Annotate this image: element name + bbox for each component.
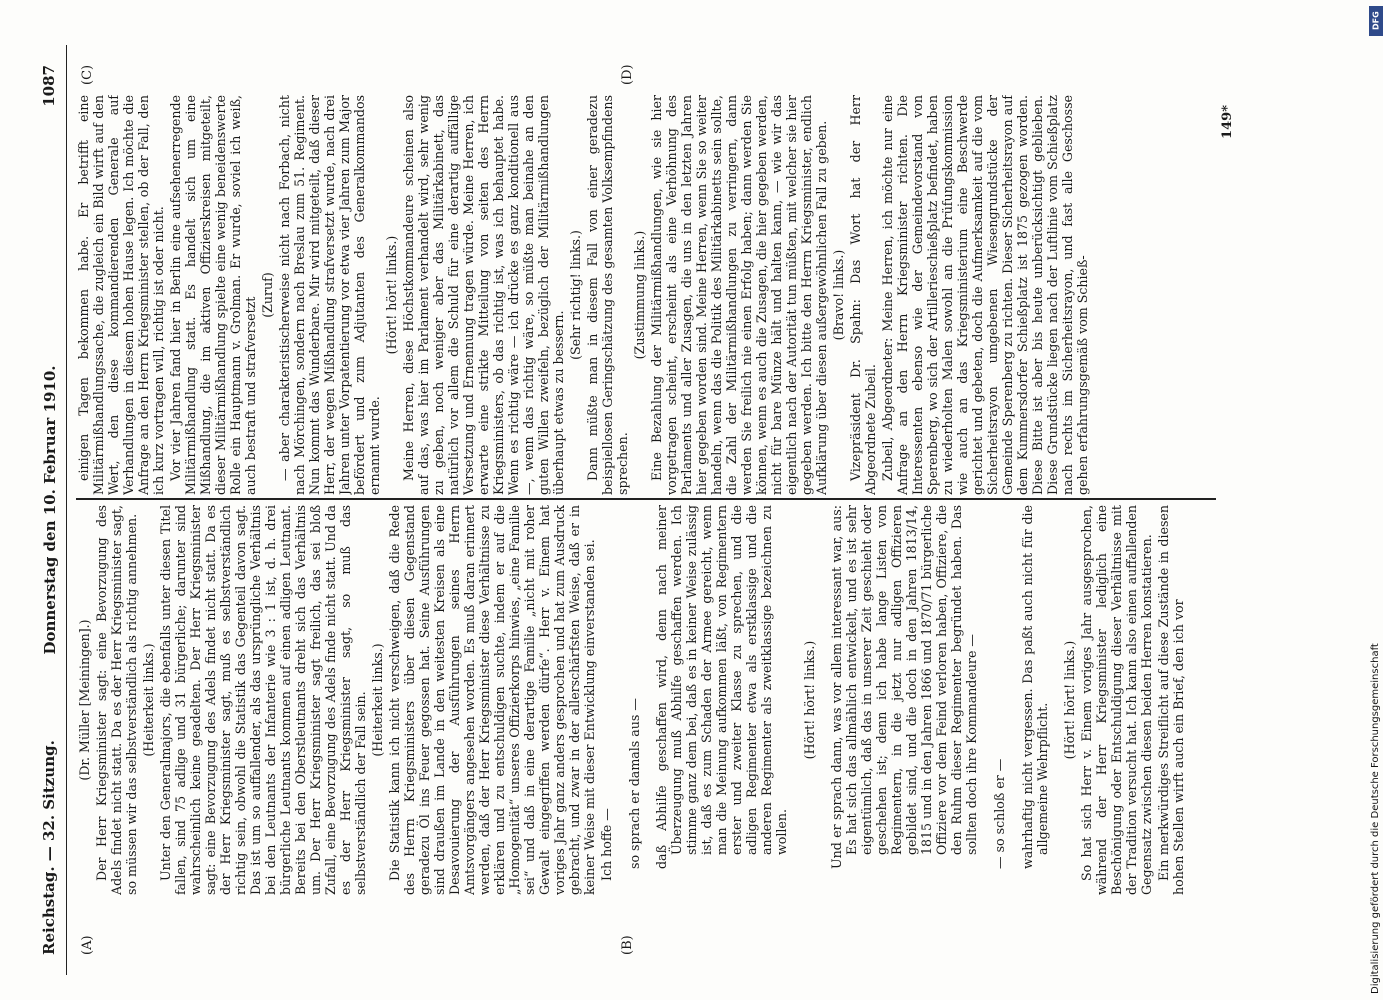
- right-column-paragraph: (Zustimmung links.): [632, 230, 647, 360]
- right-column-paragraph: Zubeil, Abgeordneter: Meine Herren, ich möchte nur eine Anfrage an den Herrn Kriegsminister richten. Die Interessenten ebenso wie der Gemeindevorstand von Sperenberg, wo sich der Artillerieschießplatz befindet, haben zu wiederholten Malen sowohl an die Prüfungskommission wie auch an das Kriegsministerium eine Beschwerde gerichtet und gebeten, doch die Aufmerksamkeit auf die vom Sicherheitsrayon umgebenen Wiesengrundstücke der Gemeinde Sperenberg zu richten. Dieser Sicherheitsrayon auf dem Kummersdorfer Schießplatz ist 1875 gezogen worden. Diese Bitte ist aber bis heute unberücksichtigt geblieben. Diese Grundstücke liegen nach der Luftlinie vom Schießplatz nach rechts im Sicherheitsrayon, und fast alle Geschosse gehen erfahrungsgemäß vom Schieß-: [880, 95, 1090, 495]
- left-column-paragraph: Die Statistik kann ich nicht verschweigen, daß die Rede des Herrn Kriegsministers über diesen Gegenstand geradezu Öl ins Feuer gegossen hat. Seine Ausführungen sind draußen im Lande in den weitesten Kreisen als eine Desavouierung der Ausführungen seines Herrn Amtsvorgängers angesehen worden. Es muß daran erinnert werden, daß der Herr Kriegsminister diese Verhältnisse zu erklären und zu entschuldigen suchte, indem er auf die „Homogenität“ unseres Offizierkorps hinwies, „eine Familie sei“ und daß in eine derartige Familie „nicht mit roher Gewalt eingegriffen werden dürfe“. Herr v. Einem hat voriges Jahr ganz anders gesprochen und hat zum Ausdruck gebracht, und zwar in der allerschärfsten Weise, daß er in keiner Weise mit dieser Entwicklung einverstanden sei.: [387, 505, 597, 895]
- right-column-paragraph: (Sehr richtig! links.): [568, 230, 583, 360]
- left-column-paragraph: (Hört! hört! links.): [801, 640, 817, 760]
- left-column-paragraph: Der Herr Kriegsminister sagt: eine Bevorzugung des Adels findet nicht statt. Da es der Herr Kriegsminister sagt, so müssen wir das selbstverständlich als richtig annehmen.: [94, 505, 139, 895]
- margin-marker-b: (B): [620, 935, 635, 955]
- left-column-paragraph: (Hört! hört! links.): [1062, 640, 1078, 760]
- page-number: 1087: [40, 65, 58, 107]
- right-column-paragraph: Meine Herren, diese Höchstkommandeure scheinen also auf das, was hier im Parlament verhandelt wird, sehr wenig zu geben, noch weniger aber das Militärkabinett, das natürlich vor allem die Schuld für eine derartig auffällige Versetzung und Ernennung tragen würde. Meine Herren, ich erwarte eine strikte Mitteilung von seiten des Herrn Kriegsministers, ob das richtig ist, was ich behauptet habe. Wenn es richtig wäre — ich drücke es ganz konditionell aus —, wenn das richtig wäre, so müßte man beinahe an den guten Willen zweifeln, bezüglich der Militärmißhandlungen überhaupt etwas zu bessern.: [401, 95, 566, 495]
- sheet-signature: 149*: [1220, 105, 1235, 139]
- column-divider: [76, 499, 1216, 501]
- left-column-paragraph: — so schloß er —: [991, 758, 1007, 869]
- left-column: [76, 505, 1216, 895]
- left-column-paragraph: (Heiterkeit links.): [141, 643, 156, 757]
- right-column-paragraph: (Zuruf): [260, 272, 275, 318]
- left-column-paragraph: (Heiterkeit links.): [370, 643, 385, 757]
- header-date: Donnerstag den 10. Februar 1910.: [41, 365, 59, 655]
- right-column-paragraph: Eine Bezahlung der Militärmißhandlungen, wie sie hier vorgetragen scheint, erscheint als eine Verhöhnung des Parlaments und aller Zusagen, die uns in den letzten Jahren hier gegeben worden sind. Meine Herren, wenn Sie so weiter handeln, wenn das die Politik des Militärkabinetts sein sollte, die Zahl der Militärmißhandlungen zu verringern, dann werden Sie freilich nie einen Erfolg haben; dann werden Sie können, wenn es auch die Zusagen, die hier gegeben werden, nicht für bare Münze hält und halten kann, — wie wir das eigentlich nach der Autorität tun müßten, mit welcher sie hier gegeben werden. Ich bitte den Herrn Kriegsminister, endlich Aufklärung über diesen außergewöhnlichen Fall zu geben.: [649, 95, 829, 495]
- credit-text: Digitalisierung gefördert durch die Deutsche Forschungsgemeinschaft: [1370, 643, 1381, 994]
- left-column-paragraph: daß Abhilfe geschaffen wird, denn nach meiner Überzeugung muß Abhilfe geschaffen werden. Ich stimme ganz dem bei, daß es in keiner Weise zulässig ist, daß es zum Schaden der Armee gereicht, wenn man die Meinung aufkommen läßt, von Regimentern erster und zweiter Klasse zu sprechen, und die adligen Regimenter etwa als erstklassige und die anderen Regimenter als zweitklassige bezeichnen zu wollen.: [654, 505, 790, 869]
- left-column-paragraph: Und er sprach dann, was vor allem interessant war, aus: Es hat sich das allmählich entwickelt, und es ist sehr eigentümlich, daß das in unserer Zeit geschieht oder geschehen ist; denn ich habe lange Listen von Regimentern, in die jetzt nur adligen Offizieren gebildet sind, und die doch in den Jahren 1813/14, 1815 und in den Jahren 1866 und 1870/71 bürgerliche Offiziere vor dem Feind verloren haben, Offiziere, die den Ruhm dieser Regimenter begründet haben. Das sollten doch ihre Kommandeure —: [829, 505, 980, 869]
- margin-marker-c: (C): [80, 64, 95, 85]
- margin-marker-a: (A): [80, 935, 95, 955]
- right-column: [76, 95, 1216, 495]
- right-column-paragraph: — aber charakteristischerweise nicht nach Forbach, nicht nach Mörchingen, sondern nach Breslau zum 51. Regiment. Nun kommt das Wunderbare. Mir wird mitgeteilt, daß dieser Herr, der wegen Mißhandlung strafversetzt wurde, nach drei Jahren unter Vorpatentierung vor etwa vier Jahren zum Major befördert und zum Adjutanten des Generalkommandos ernannt wurde.: [277, 95, 382, 495]
- header-left: Reichstag. — 32. Sitzung.: [40, 740, 58, 955]
- left-column-paragraph: Ein merkwürdiges Streiflicht auf diese Zustände in diesen hohen Stellen wirft auch ein Brief, den ich vor: [1156, 505, 1187, 895]
- dfg-logo: DFG: [1369, 6, 1383, 36]
- right-column-paragraph: einigen Tagen bekommen habe. Er betrifft eine Militärmißhandlungssache, die zugleich ein Bild wirft auf den Wert, den diese kommandierenden Generale auf Verhandlungen in diesem hohen Hause legen. Ich möchte die Anfrage an den Herrn Kriegsminister stellen, ob der Fall, den ich kurz vortragen will, richtig ist oder nicht.: [76, 95, 166, 495]
- right-column-paragraph: Vizepräsident Dr. Spahn: Das Wort hat der Herr Abgeordnete Zubeil.: [848, 95, 878, 495]
- left-column-paragraph: wahrhaftig nicht vergessen. Das paßt auch nicht für die allgemeine Wehrpflicht.: [1019, 505, 1050, 869]
- right-column-paragraph: Vor vier Jahren fand hier in Berlin eine aufsehenerregende Militärmißhandlung statt. Es handelt sich um eine Mißhandlung, die im aktiven Offizierskreisen mitgeteilt, dieser Militärmißhandlung spielte eine wenig beneidenswerte Rolle ein Hauptmann v. Grolman. Er wurde, soviel ich weiß, auch bestraft und strafversetzt: [168, 95, 258, 495]
- right-column-paragraph: (Bravo! links.): [831, 249, 846, 341]
- left-column-paragraph: Unter den Generalmajors, die ebenfalls unter diesen Titel fallen, sind 75 adlige und 31 bürgerliche; darunter sind wahrscheinlich keine geadelten. Der Herr Kriegsminister sagt: eine Bevorzugung des Adels findet nicht statt. Da es der Herr Kriegsminister sagt, muß es selbstverständlich richtig sein, obwohl die Statistik das Gegenteil davon sagt. Das ist um so auffallender, als das ursprüngliche Verhältnis bei den Leutnants der Infanterie wie 3 : 1 ist, d. h. drei bürgerliche Leutnants kommen auf einen adligen Leutnant. Bereits bei den Oberstleutnants dreht sich das Verhältnis um. Der Herr Kriegsminister sagt freilich, das sei bloß Zufall, eine Bevorzugung des Adels finde nicht statt. Und da es der Herr Kriegsminister sagt, so muß das selbstverständlich der Fall sein.: [158, 505, 368, 895]
- left-column-paragraph: Ich hoffe —: [599, 808, 614, 881]
- margin-marker-d: (D): [620, 64, 635, 85]
- right-column-paragraph: (Hört! hört! links.): [384, 235, 399, 355]
- left-column-paragraph: So hat sich Herr v. Einem voriges Jahr ausgesprochen, während der Herr Kriegsminister lediglich eine Beschönigung oder Entschuldigung dieser Verhältnisse mit der Tradition versucht hat. Ich kann also einen auffallenden Gegensatz zwischen diesen beiden Herren konstatieren.: [1079, 505, 1155, 895]
- left-column-paragraph: so sprach er damals aus —: [626, 698, 642, 869]
- left-column-paragraph: (Dr. Müller [Meiningen].): [77, 619, 92, 781]
- right-column-paragraph: Dann müßte man in diesem Fall von einer geradezu beispiellosen Geringschätzung des gesamten Volksempfindens sprechen.: [585, 95, 630, 495]
- page-header: [20, 45, 67, 975]
- rotated-scan-content: [20, 45, 1340, 975]
